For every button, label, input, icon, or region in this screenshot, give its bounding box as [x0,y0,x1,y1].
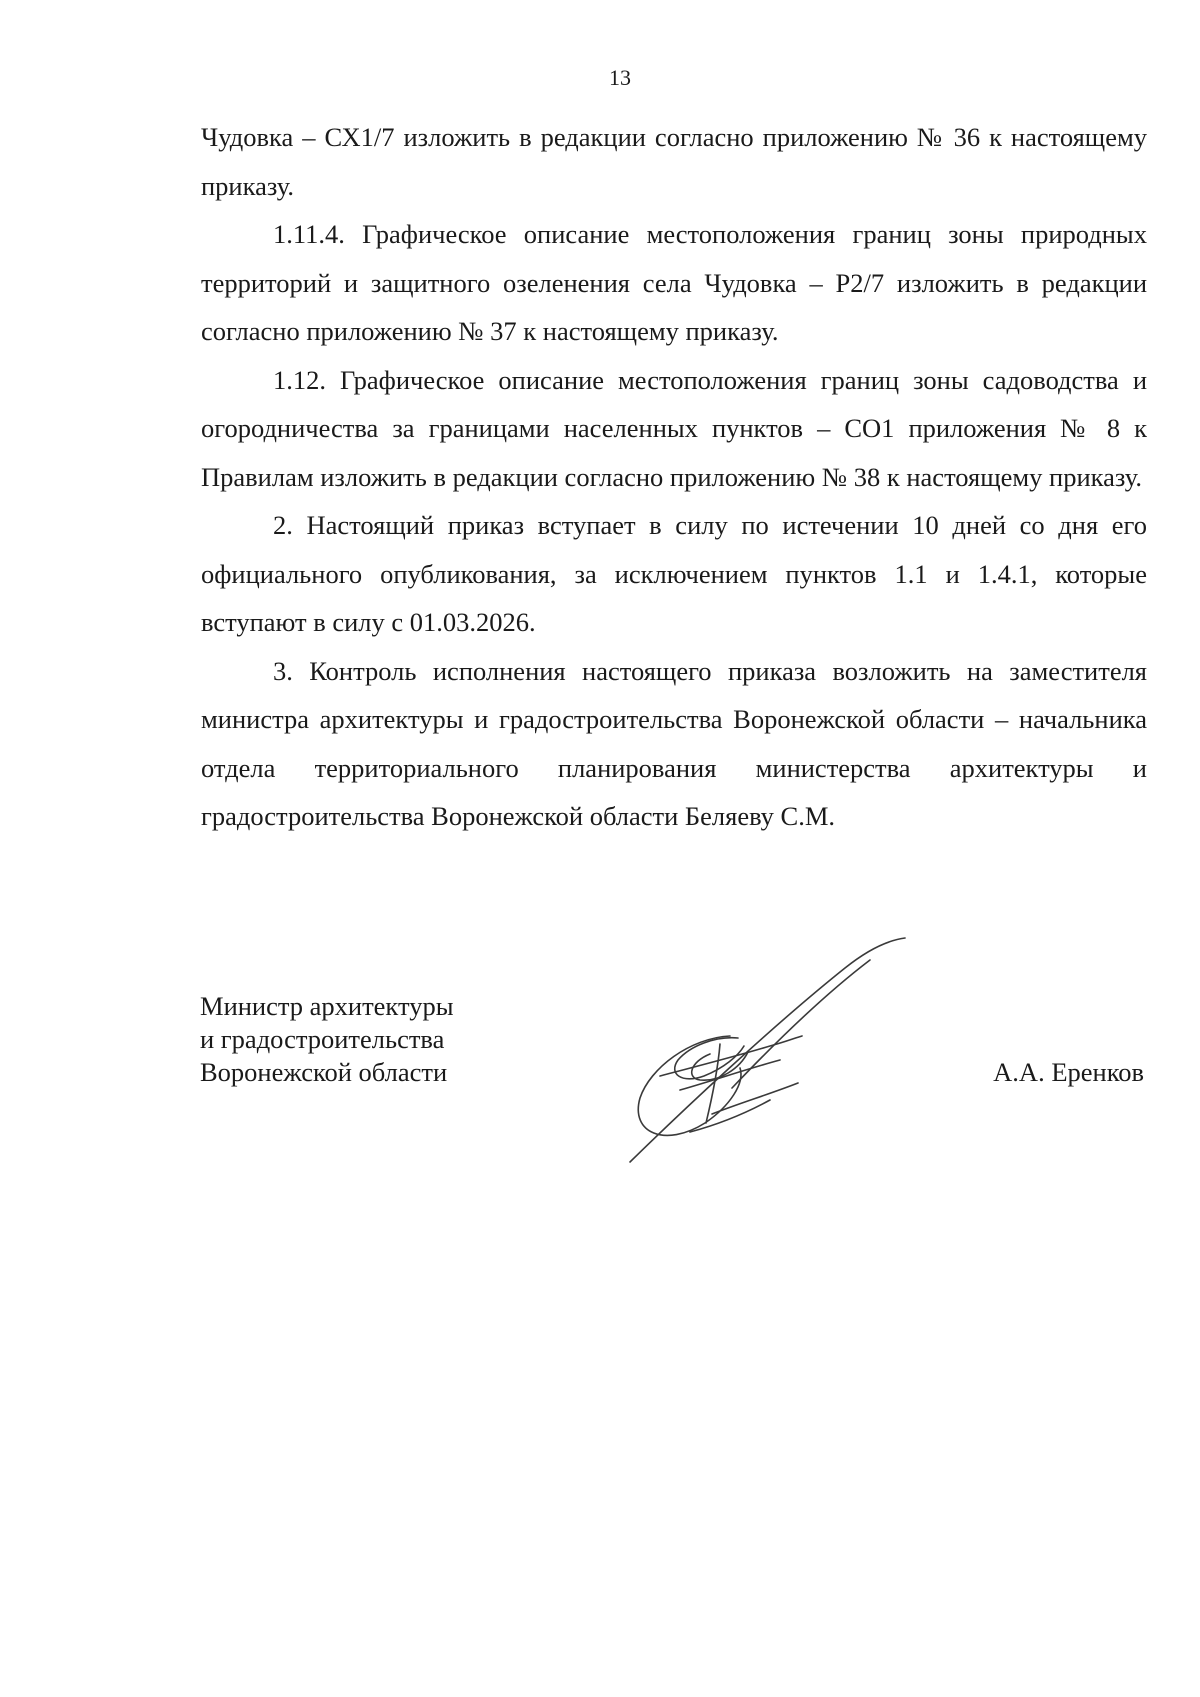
paragraph-3: 3. Контроль исполнения настоящего приказа возложить на заместителя министра архитектуры и градостроительства Воронежской области – начальника отдела территориального планирования министерства архитектуры и градостроительства Воронежской области Беляеву С.М. [201,655,1147,831]
signer-position [200,990,454,1089]
paragraph-1-11-4: 1.11.4. Графическое описание местоположения границ зоны природных территорий и защитного озеленения села Чудовка – Р2/7 изложить в редакции согласно приложению № 37 к настоящему приказу. [201,219,1147,346]
page-number: 13 [609,65,631,90]
handwritten-signature [620,918,1000,1178]
signer-position-line: Воронежской области [200,1057,448,1087]
paragraph-1-12: 1.12. Графическое описание местоположения границ зоны садоводства и огородничества за границами населенных пунктов – СО1 приложения № 8 к Правилам изложить в редакции согласно приложению № 38 к настоящему приказу. [201,364,1147,492]
paragraph-continuation: Чудовка – СХ1/7 изложить в редакции согласно приложению № 36 к настоящему приказу. [201,122,1147,201]
signer-position-line: Министр архитектуры [200,991,454,1021]
paragraph-2: 2. Настоящий приказ вступает в силу по истечении 10 дней со дня его официального опубликования, за исключением пунктов 1.1 и 1.4.1, которые вступают в силу с 01.03.2026. [201,510,1147,637]
signer-name: А.А. Еренков [993,1057,1144,1087]
document-body [201,113,1147,841]
signer-position-line: и градостроительства [200,1024,445,1054]
